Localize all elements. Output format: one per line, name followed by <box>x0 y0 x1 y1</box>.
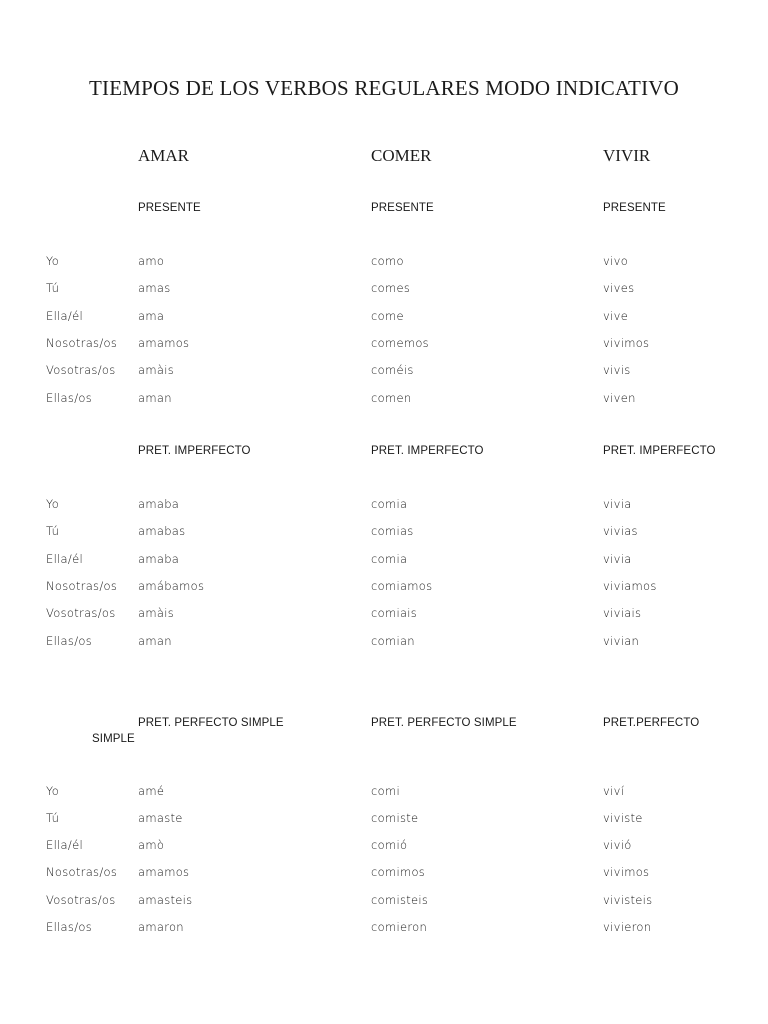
conjugation-cell: comió <box>371 838 408 852</box>
conjugation-cell: amábamos <box>138 579 205 593</box>
pronoun-label: Ella/él <box>46 309 83 323</box>
verb-heading-comer: COMER <box>371 146 432 165</box>
conjugation-cell: vivo <box>603 254 629 268</box>
conjugation-cell: comia <box>371 497 408 511</box>
conjugation-cell: viviamos <box>603 579 657 593</box>
tense-header-continuation: SIMPLE <box>92 733 135 745</box>
conjugation-cell: amé <box>138 784 165 798</box>
conjugation-cell: vivieron <box>603 920 652 934</box>
conjugation-cell: como <box>371 254 404 268</box>
conjugation-cell: aman <box>138 634 172 648</box>
conjugation-cell: comemos <box>371 336 429 350</box>
conjugation-cell: vivis <box>603 363 631 377</box>
conjugation-cell: amaron <box>138 920 184 934</box>
pronoun-label: Vosotras/os <box>46 606 116 620</box>
tense-header: PRESENTE <box>603 202 666 214</box>
conjugation-cell: vivisteis <box>603 893 653 907</box>
conjugation-cell: viviais <box>603 606 642 620</box>
pronoun-label: Ellas/os <box>46 391 92 405</box>
conjugation-cell: coméis <box>371 363 414 377</box>
conjugation-cell: viven <box>603 391 636 405</box>
conjugation-cell: amabas <box>138 524 186 538</box>
conjugation-cell: come <box>371 309 404 323</box>
conjugation-cell: amaste <box>138 811 183 825</box>
pronoun-label: Tú <box>46 524 60 538</box>
conjugation-cell: viviste <box>603 811 643 825</box>
conjugation-cell: vive <box>603 309 629 323</box>
verb-heading-amar: AMAR <box>138 146 190 165</box>
conjugation-cell: comi <box>371 784 400 798</box>
tense-header: PRESENTE <box>138 202 201 214</box>
pronoun-label: Nosotras/os <box>46 579 118 593</box>
conjugation-cell: vivia <box>603 552 632 566</box>
conjugation-cell: comian <box>371 634 415 648</box>
tense-header: PRET. IMPERFECTO <box>371 445 484 457</box>
conjugation-cell: vivió <box>603 838 632 852</box>
conjugation-cell: comieron <box>371 920 428 934</box>
conjugation-cell: comimos <box>371 865 426 879</box>
conjugation-cell: comen <box>371 391 412 405</box>
pronoun-label: Nosotras/os <box>46 865 118 879</box>
pronoun-label: Yo <box>46 254 60 268</box>
pronoun-label: Ellas/os <box>46 634 92 648</box>
verb-heading-vivir: VIVIR <box>603 146 651 165</box>
conjugation-cell: comiais <box>371 606 418 620</box>
tense-header: PRET. PERFECTO SIMPLE <box>371 717 517 729</box>
conjugation-cell: amàis <box>138 363 174 377</box>
page-title: TIEMPOS DE LOS VERBOS REGULARES MODO INDICATIVO <box>88 76 680 100</box>
conjugation-cell: amaba <box>138 552 180 566</box>
conjugation-cell: vives <box>603 281 635 295</box>
conjugation-cell: comiamos <box>371 579 433 593</box>
conjugation-cell: comiste <box>371 811 419 825</box>
tense-header: PRET. IMPERFECTO <box>603 445 716 457</box>
tense-header: PRESENTE <box>371 202 434 214</box>
conjugation-cell: comes <box>371 281 411 295</box>
tense-header: PRET. IMPERFECTO <box>138 445 251 457</box>
pronoun-label: Tú <box>46 811 60 825</box>
conjugation-cell: amasteis <box>138 893 193 907</box>
conjugation-cell: vivimos <box>603 865 650 879</box>
conjugation-cell: vivimos <box>603 336 650 350</box>
pronoun-label: Yo <box>46 784 60 798</box>
conjugation-cell: ama <box>138 309 165 323</box>
pronoun-label: Vosotras/os <box>46 363 116 377</box>
conjugation-cell: comia <box>371 552 408 566</box>
pronoun-label: Yo <box>46 497 60 511</box>
conjugation-cell: amaba <box>138 497 180 511</box>
conjugation-cell: comias <box>371 524 414 538</box>
conjugation-cell: amo <box>138 254 165 268</box>
pronoun-label: Ella/él <box>46 552 83 566</box>
conjugation-cell: vivian <box>603 634 640 648</box>
pronoun-label: Ellas/os <box>46 920 92 934</box>
conjugation-cell: amamos <box>138 865 190 879</box>
conjugation-cell: amamos <box>138 336 190 350</box>
tense-header: PRET. PERFECTO SIMPLE <box>138 717 284 729</box>
conjugation-cell: comisteis <box>371 893 429 907</box>
conjugation-cell: vivia <box>603 497 632 511</box>
conjugation-cell: amas <box>138 281 171 295</box>
pronoun-label: Vosotras/os <box>46 893 116 907</box>
conjugation-cell: amàis <box>138 606 174 620</box>
conjugation-cell: aman <box>138 391 172 405</box>
pronoun-label: Ella/él <box>46 838 83 852</box>
conjugation-cell: viví <box>603 784 625 798</box>
pronoun-label: Tú <box>46 281 60 295</box>
tense-header: PRET.PERFECTO <box>603 717 700 729</box>
pronoun-label: Nosotras/os <box>46 336 118 350</box>
conjugation-cell: amò <box>138 838 165 852</box>
conjugation-cell: vivias <box>603 524 638 538</box>
